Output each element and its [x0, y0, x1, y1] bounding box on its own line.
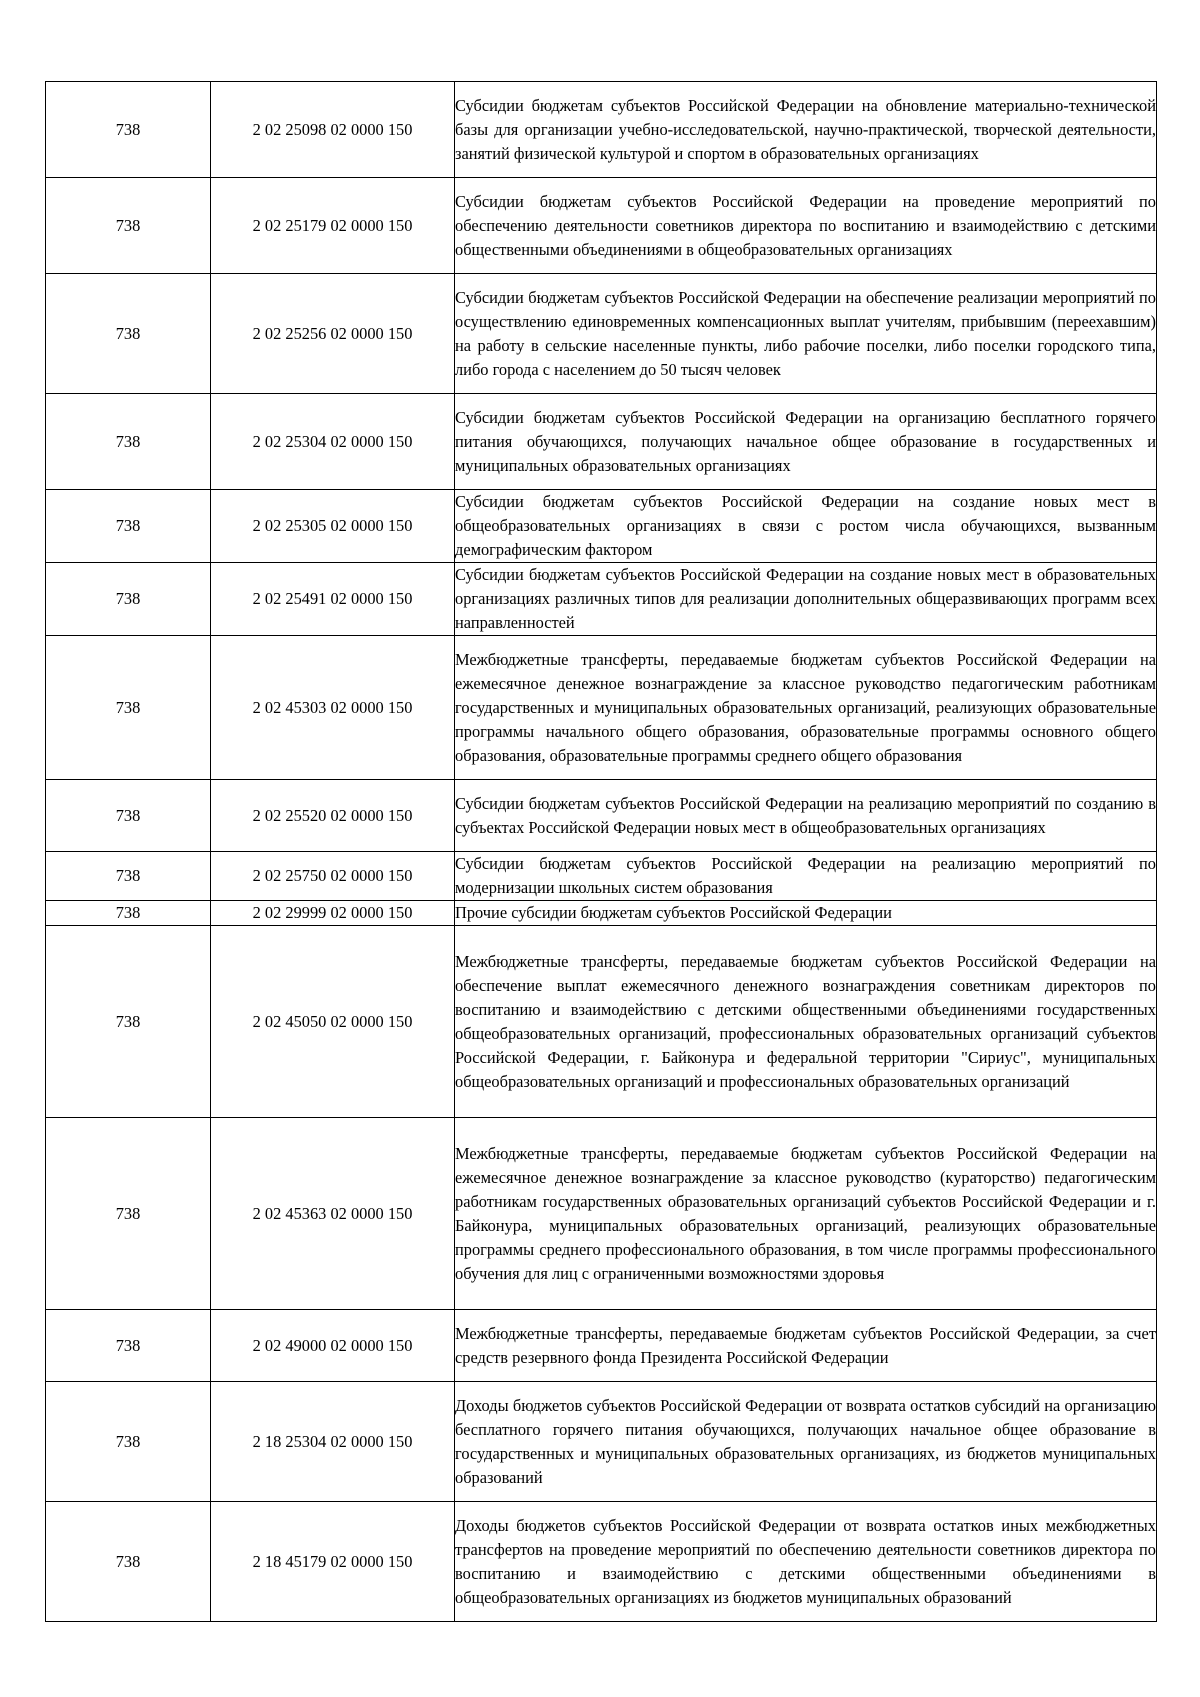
admin-code-cell: 738 [46, 1502, 211, 1622]
admin-code-cell: 738 [46, 490, 211, 563]
description-cell: Межбюджетные трансферты, передаваемые бюджетам субъектов Российской Федерации на ежемесячное денежное вознаграждение за классное руководство (кураторство) педагогическим работникам государственных образовательных организаций субъектов Российской Федерации и г. Байконура, муниципальных образовательных организаций, реализующих образовательные программы среднего профессионального образования, в том числе программы профессионального обучения для лиц с ограниченными возможностями здоровья [455, 1118, 1157, 1310]
admin-code-cell: 738 [46, 274, 211, 394]
admin-code-cell: 738 [46, 636, 211, 780]
income-code-cell: 2 02 25491 02 0000 150 [211, 563, 455, 636]
income-code-cell: 2 02 45363 02 0000 150 [211, 1118, 455, 1310]
table-row [46, 1310, 1157, 1382]
table-row [46, 1502, 1157, 1622]
income-code-cell: 2 18 45179 02 0000 150 [211, 1502, 455, 1622]
description-cell: Доходы бюджетов субъектов Российской Федерации от возврата остатков иных межбюджетных трансфертов на проведение мероприятий по обеспечению деятельности советников директора по воспитанию и взаимодействию с детскими общественными объединениями в общеобразовательных организациях из бюджетов муниципальных образований [455, 1502, 1157, 1622]
income-code-cell: 2 02 25304 02 0000 150 [211, 394, 455, 490]
table-body [46, 82, 1157, 1622]
admin-code-cell: 738 [46, 780, 211, 852]
description-cell: Субсидии бюджетам субъектов Российской Федерации на обеспечение реализации мероприятий по осуществлению единовременных компенсационных выплат учителям, прибывшим (переехавшим) на работу в сельские населенные пункты, либо рабочие поселки, либо поселки городского типа, либо города с населением до 50 тысяч человек [455, 274, 1157, 394]
table-row [46, 636, 1157, 780]
income-code-cell: 2 02 45303 02 0000 150 [211, 636, 455, 780]
admin-code-cell: 738 [46, 926, 211, 1118]
table-row [46, 178, 1157, 274]
description-cell: Субсидии бюджетам субъектов Российской Федерации на создание новых мест в образовательных организациях различных типов для реализации дополнительных общеразвивающих программ всех направленностей [455, 563, 1157, 636]
table-row [46, 780, 1157, 852]
income-code-cell: 2 02 25179 02 0000 150 [211, 178, 455, 274]
income-code-cell: 2 02 25750 02 0000 150 [211, 852, 455, 901]
admin-code-cell: 738 [46, 563, 211, 636]
income-code-cell: 2 02 25098 02 0000 150 [211, 82, 455, 178]
table-row [46, 394, 1157, 490]
description-cell: Прочие субсидии бюджетам субъектов Российской Федерации [455, 901, 1157, 926]
admin-code-cell: 738 [46, 178, 211, 274]
description-cell: Субсидии бюджетам субъектов Российской Федерации на реализацию мероприятий по модернизации школьных систем образования [455, 852, 1157, 901]
income-codes-table [45, 81, 1157, 1622]
admin-code-cell: 738 [46, 852, 211, 901]
income-code-cell: 2 02 25520 02 0000 150 [211, 780, 455, 852]
table-row [46, 852, 1157, 901]
description-cell: Субсидии бюджетам субъектов Российской Федерации на обновление материально-технической базы для организации учебно-исследовательской, научно-практической, творческой деятельности, занятий физической культурой и спортом в образовательных организациях [455, 82, 1157, 178]
description-cell: Субсидии бюджетам субъектов Российской Федерации на реализацию мероприятий по созданию в субъектах Российской Федерации новых мест в общеобразовательных организациях [455, 780, 1157, 852]
description-cell: Субсидии бюджетам субъектов Российской Федерации на проведение мероприятий по обеспечению деятельности советников директора по воспитанию и взаимодействию с детскими общественными объединениями в общеобразовательных организациях [455, 178, 1157, 274]
table-row [46, 563, 1157, 636]
table-row [46, 490, 1157, 563]
table-row [46, 82, 1157, 178]
table-row [46, 1118, 1157, 1310]
description-cell: Субсидии бюджетам субъектов Российской Федерации на организацию бесплатного горячего питания обучающихся, получающих начальное общее образование в государственных и муниципальных образовательных организациях [455, 394, 1157, 490]
admin-code-cell: 738 [46, 82, 211, 178]
income-code-cell: 2 02 45050 02 0000 150 [211, 926, 455, 1118]
admin-code-cell: 738 [46, 1382, 211, 1502]
description-cell: Межбюджетные трансферты, передаваемые бюджетам субъектов Российской Федерации на обеспечение выплат ежемесячного денежного вознаграждения советникам директоров по воспитанию и взаимодействию с детскими общественными объединениями государственных общеобразовательных организаций, профессиональных образовательных организаций субъектов Российской Федерации, г. Байконура и федеральной территории "Сириус", муниципальных общеобразовательных организаций и профессиональных образовательных организаций [455, 926, 1157, 1118]
table-row [46, 926, 1157, 1118]
admin-code-cell: 738 [46, 394, 211, 490]
income-code-cell: 2 02 29999 02 0000 150 [211, 901, 455, 926]
income-code-cell: 2 18 25304 02 0000 150 [211, 1382, 455, 1502]
description-cell: Субсидии бюджетам субъектов Российской Федерации на создание новых мест в общеобразовательных организациях в связи с ростом числа обучающихся, вызванным демографическим фактором [455, 490, 1157, 563]
income-code-cell: 2 02 25305 02 0000 150 [211, 490, 455, 563]
admin-code-cell: 738 [46, 901, 211, 926]
description-cell: Межбюджетные трансферты, передаваемые бюджетам субъектов Российской Федерации на ежемесячное денежное вознаграждение за классное руководство педагогическим работникам государственных и муниципальных образовательных организаций, реализующих образовательные программы начального общего образования, образовательные программы основного общего образования, образовательные программы среднего общего образования [455, 636, 1157, 780]
admin-code-cell: 738 [46, 1118, 211, 1310]
admin-code-cell: 738 [46, 1310, 211, 1382]
description-cell: Межбюджетные трансферты, передаваемые бюджетам субъектов Российской Федерации, за счет средств резервного фонда Президента Российской Федерации [455, 1310, 1157, 1382]
table-row [46, 1382, 1157, 1502]
description-cell: Доходы бюджетов субъектов Российской Федерации от возврата остатков субсидий на организацию бесплатного горячего питания обучающихся, получающих начальное общее образование в государственных и муниципальных образовательных организациях, из бюджетов муниципальных образований [455, 1382, 1157, 1502]
table-row [46, 901, 1157, 926]
income-code-cell: 2 02 25256 02 0000 150 [211, 274, 455, 394]
income-code-cell: 2 02 49000 02 0000 150 [211, 1310, 455, 1382]
table-row [46, 274, 1157, 394]
